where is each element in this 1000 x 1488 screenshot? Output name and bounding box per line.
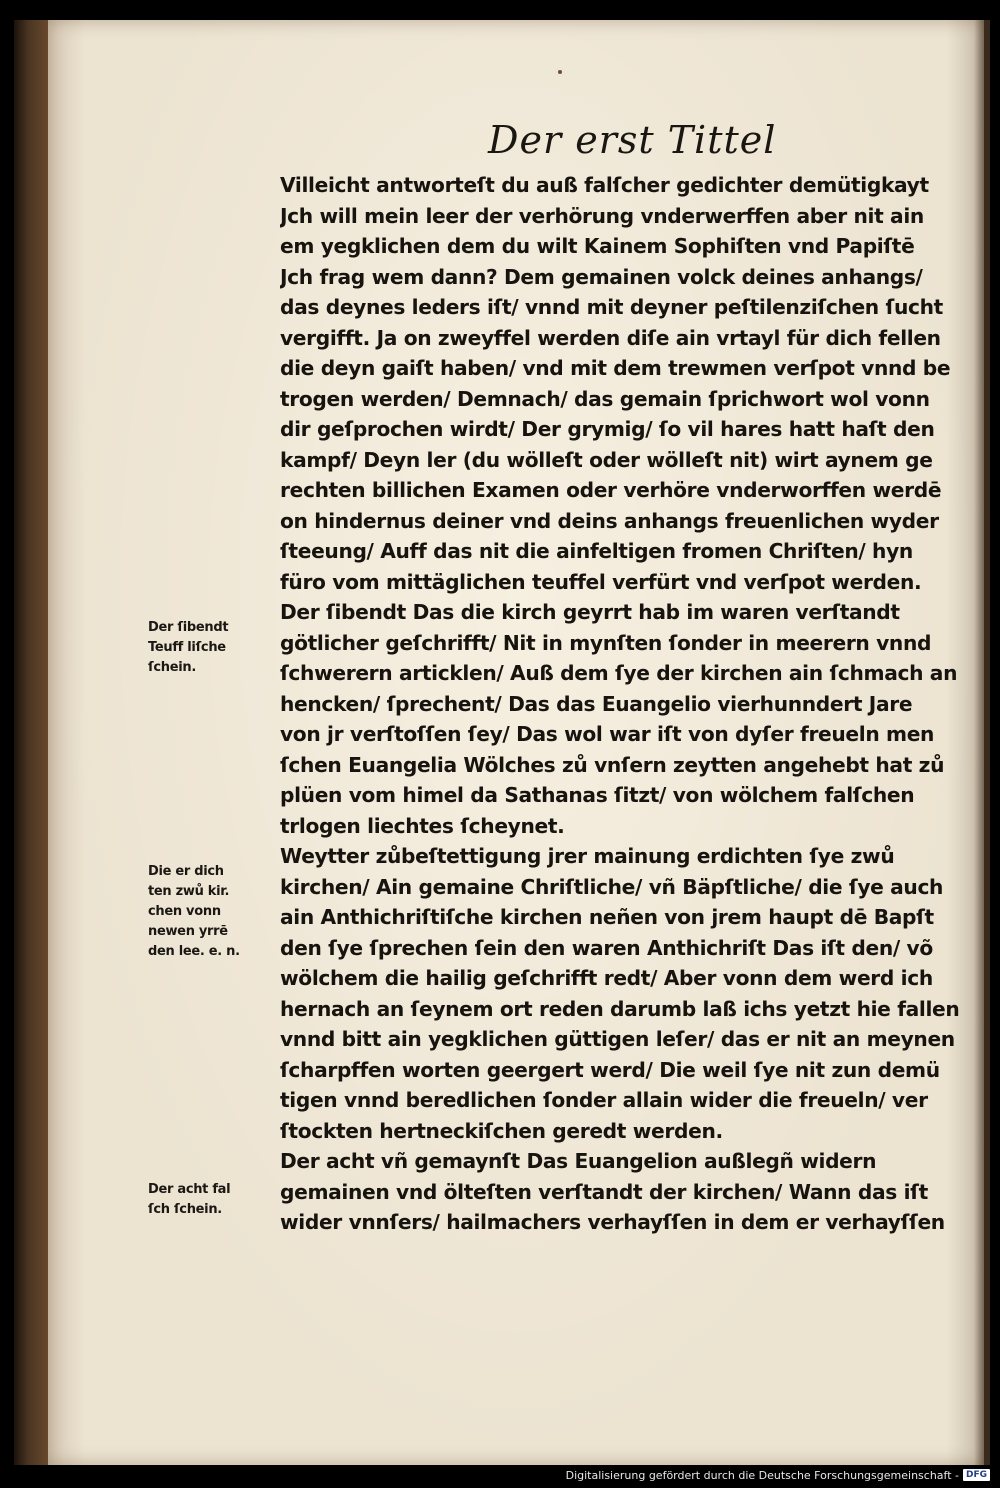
footer-credit (566, 1468, 990, 1482)
text-line: gemainen vnd ölteſten verſtandt der kirchen/ Wann das iſt (280, 1179, 928, 1204)
text-line: ſchen Euangelia Wölches zů vnſern zeytten angehebt hat zů (280, 752, 945, 777)
text-line: das deynes leders iſt/ vnnd mit deyner peſtilenziſchen ſucht (280, 295, 943, 319)
paper-speck (558, 70, 562, 74)
text-line: trlogen liechtes ſcheynet. (280, 813, 565, 838)
footer-credit-text: Digitalisierung gefördert durch die Deutsche Forschungsgemeinschaft - (565, 1468, 959, 1482)
margin-note-eighth (148, 1180, 273, 1220)
text-line: Villeicht antworteſt du auß falſcher gedichter demütigkayt (280, 173, 929, 197)
margin-note-line: Der acht fal (148, 1182, 231, 1197)
text-line: wider vnnſers/ hailmachers verhayſſen in dem er verhayſſen (280, 1210, 945, 1234)
margin-note-line: Teuff liſche (148, 640, 226, 655)
text-line: Der acht vñ gemaynſt Das Euangelion außlegñ widern (280, 1149, 877, 1173)
text-line: ſchwerern articklen/ Auß dem ſye der kirchen ain ſchmach an (280, 661, 958, 685)
text-line: götlicher geſchrifft/ Nit in mynſten ſonder in meerern vnnd (280, 630, 932, 655)
text-line: em yegklichen dem du wilt Kainem Sophiſten vnd Papiſtē (280, 234, 915, 258)
dfg-logo: DFG (963, 1469, 990, 1481)
text-line: kirchen/ Ain gemaine Chriſtliche/ vñ Bäpſtliche/ die ſye auch (280, 874, 944, 899)
text-line: von jr verſtoſſen ſey/ Das wol war iſt von dyſer freueln men (280, 722, 935, 746)
text-line: ain Anthichriſtiſche kirchen neñen von jrem haupt dē Bapſt (280, 905, 934, 929)
text-line: kampf/ Deyn ler (du wölleſt oder wölleſt nit) wirt aynem ge (280, 447, 933, 472)
book-edge (14, 20, 50, 1465)
margin-note-seventh (148, 618, 273, 678)
text-line: trogen werden/ Demnach/ das gemain ſprichwort wol vonn (280, 386, 930, 411)
main-text-block (280, 170, 998, 1238)
text-line: on hindernus deiner vnd deins anhangs freuenlichen wyder (280, 508, 939, 533)
text-line: tigen vnnd beredlichen ſonder allain wider die freueln/ ver (280, 1088, 928, 1112)
margin-note-line: ſchein. (148, 660, 196, 675)
text-line: hernach an ſeynem ort reden darumb laß ichs yetzt hie fallen (280, 996, 960, 1021)
margin-note-line: Der ſibendt (148, 620, 229, 635)
margin-note-line: newen yrrē (148, 924, 228, 939)
margin-note-line: ſch ſchein. (148, 1202, 222, 1217)
text-line: Weytter zůbeſtettigung jrer mainung erdichten ſye zwů (280, 844, 895, 868)
text-line: wölchem die hailig geſchrifft redt/ Aber vonn dem werd ich (280, 966, 933, 990)
text-line: rechten billichen Examen oder verhöre vnderworffen werdē (280, 478, 942, 502)
text-line: ſteeung/ Auff das nit die ainfeltigen fromen Chriſten/ hyn (280, 539, 913, 563)
text-line: hencken/ ſprechent/ Das das Euangelio vierhunndert Jare (280, 691, 913, 716)
margin-note-line: den lee. e. n. (148, 944, 240, 959)
book-volume (14, 20, 990, 1465)
text-line: ſtockten hertneckiſchen geredt werden. (280, 1118, 723, 1143)
running-title: Der erst Tittel (488, 118, 777, 162)
margin-note-two-churches (148, 862, 273, 962)
book-page (48, 20, 984, 1465)
text-line: vergifft. Ja on zweyffel werden diſe ain vrtayl für dich fellen (280, 325, 941, 350)
margin-note-line: Die er dich (148, 864, 224, 879)
text-line: Jch frag wem dann? Dem gemainen volck deines anhangs/ (280, 264, 923, 289)
text-line: die deyn gaiſt haben/ vnd mit dem trewmen verſpot vnnd be (280, 356, 951, 380)
text-line: vnnd bitt ain yegklichen güttigen leſer/ das er nit an meynen (280, 1027, 955, 1051)
text-line: füro vom mittäglichen teuffel verfürt vnd verſpot werden. (280, 569, 922, 594)
margin-note-line: chen vonn (148, 904, 221, 919)
text-line: Jch will mein leer der verhörung vnderwerffen aber nit ain (280, 203, 924, 228)
text-line: Der ſibendt Das die kirch geyrrt hab im waren verſtandt (280, 600, 900, 624)
text-line: ſcharpffen worten geergert werd/ Die weil ſye nit zun demü (280, 1057, 940, 1082)
text-line: dir geſprochen wirdt/ Der grymig/ ſo vil hares hatt haſt den (280, 417, 935, 441)
margin-note-line: ten zwů kir. (148, 884, 230, 899)
text-line: plüen vom himel da Sathanas ſitzt/ von wölchem falſchen (280, 783, 915, 807)
text-line: den ſye ſprechen ſein den waren Anthichriſt Das iſt den/ võ (280, 935, 933, 960)
